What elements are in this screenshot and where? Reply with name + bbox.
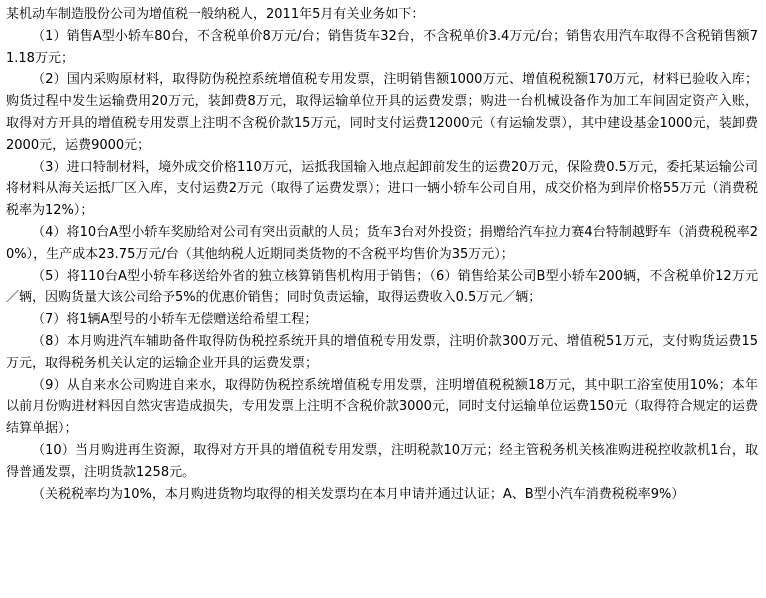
item-4-paragraph: （4）将10台A型小轿车奖励给对公司有突出贡献的人员；货车3台对外投资；捐赠给汽车拉力赛4台特制越野车（消费税税率20%），生产成本23.75万元/台（其他纳税人近期同类货物的不含税平均售价为35万元）；: [6, 224, 758, 262]
item-9-paragraph: （9）从自来水公司购进自来水，取得防伪税控系统增值税专用发票，注明增值税税额18万元，其中职工浴室使用10%；本年以前月份购进材料因自然灾害造成损失，专用发票上注明不含税价款3000元，同时支付运输单位运费150元（取得符合规定的运费结算单据）；: [6, 377, 758, 437]
intro-paragraph: 某机动车制造股份公司为增值税一般纳税人，2011年5月有关业务如下：: [6, 7, 425, 22]
item-3-paragraph: （3）进口特制材料，境外成交价格110万元，运抵我国输入地点起卸前发生的运费20万元，保险费0.5万元，委托某运输公司将材料从海关运抵厂区入库，支付运费2万元（取得了运费发票）；进口一辆小轿车公司自用，成交价格为到岸价格55万元（消费税税率为12%）；: [6, 159, 758, 219]
item-8-paragraph: （8）本月购进汽车辅助备件取得防伪税控系统开具的增值税专用发票，注明价款300万元、增值税51万元，支付购货运费15万元，取得税务机关认定的运输企业开具的运费发票；: [6, 333, 758, 371]
item-10-paragraph: （10）当月购进再生资源，取得对方开具的增值税专用发票，注明税款10万元；经主管税务机关核准购进税控收款机1台，取得普通发票，注明货款1258元。: [6, 442, 758, 480]
item-1-paragraph: （1）销售A型小轿车80台，不含税单价8万元/台；销售货车32台，不含税单价3.4万元/台；销售农用汽车取得不含税销售额71.18万元；: [6, 28, 758, 66]
note-paragraph: （关税税率均为10%，本月购进货物均取得的相关发票均在本月申请并通过认证；A、B型小汽车消费税税率9%）: [32, 486, 685, 502]
document-body: [6, 4, 758, 505]
item-5-6-paragraph: （5）将110台A型小轿车移送给外省的独立核算销售机构用于销售；（6）销售给某公司B型小轿车200辆，不含税单价12万元／辆，因购货量大该公司给予5%的优惠价销售；同时负责运输，取得运费收入0.5万元／辆；: [6, 268, 758, 306]
item-7-paragraph: （7）将1辆A型号的小轿车无偿赠送给希望工程；: [32, 312, 318, 328]
item-2-paragraph: （2）国内采购原材料，取得防伪税控系统增值税专用发票，注明销售额1000万元、增值税税额170万元，材料已验收入库；购货过程中发生运输费用20万元，装卸费8万元，取得运输单位开具的运费发票；购进一台机械设备作为加工车间固定资产入账，取得对方开具的增值税专用发票上注明不含税价款15万元，同时支付运费12000元（有运输发票），其中建设基金1000元，装卸费2000元，运费9000元；: [6, 72, 758, 153]
